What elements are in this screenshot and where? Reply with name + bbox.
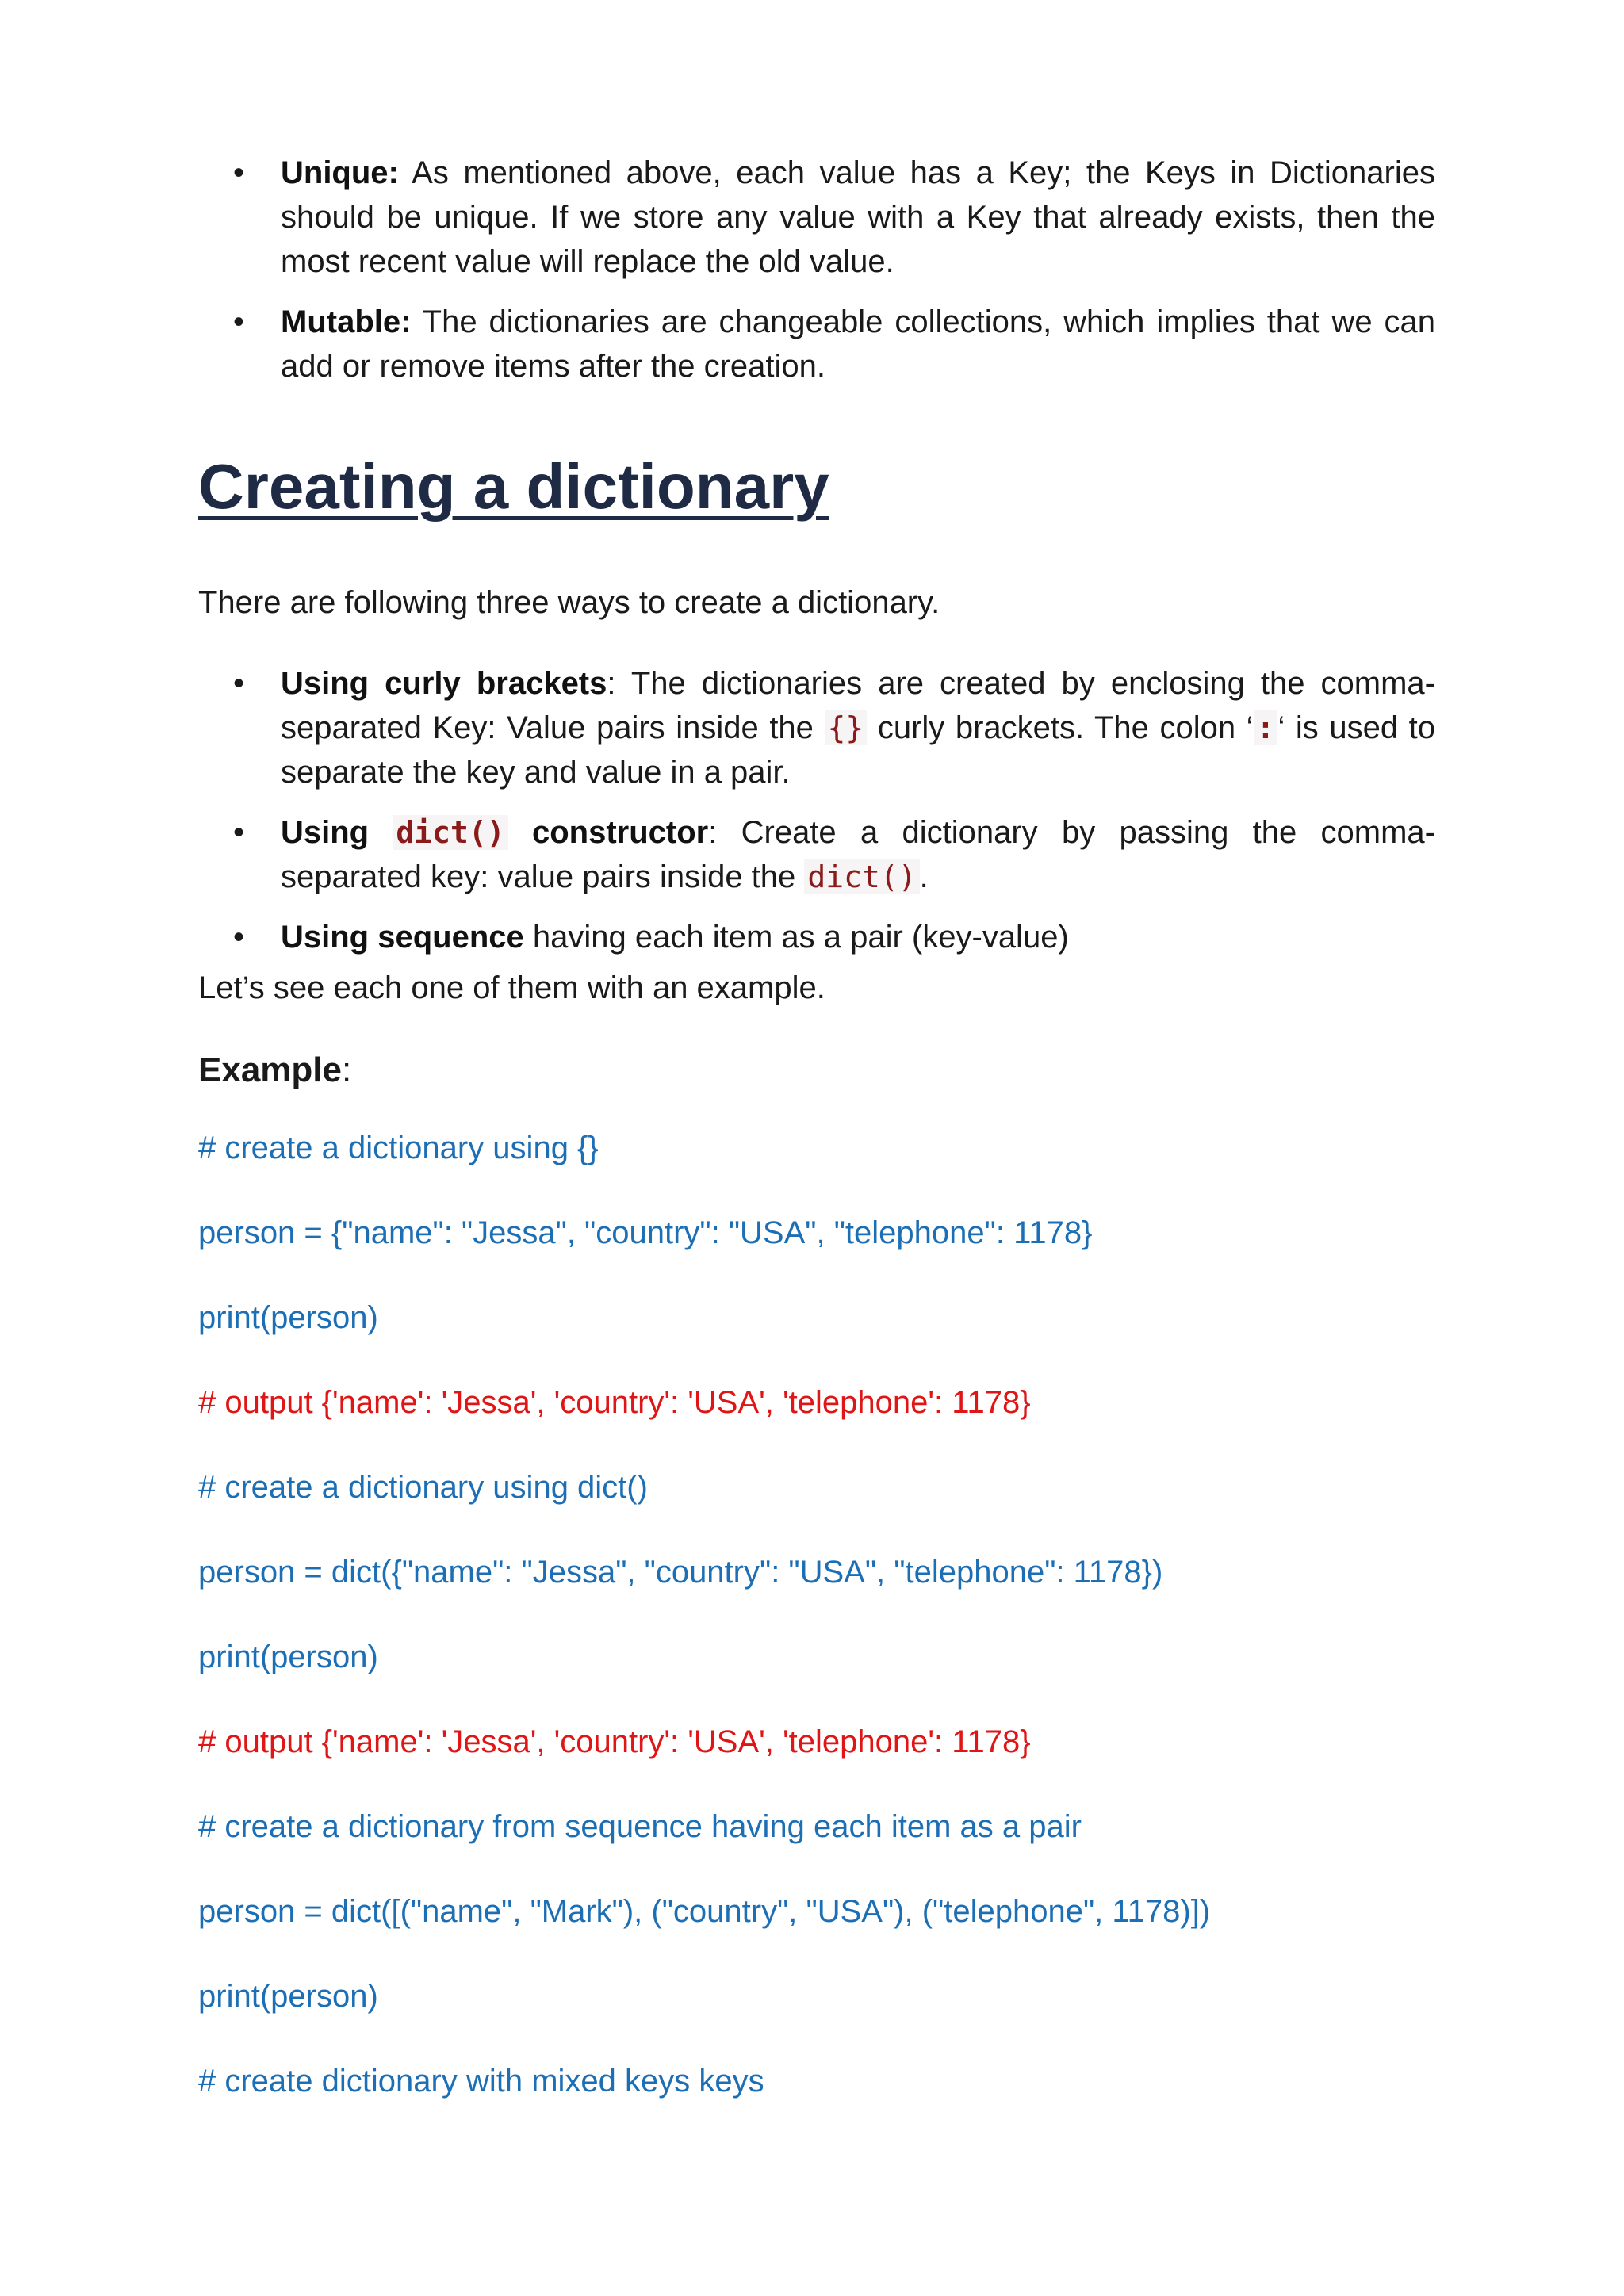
example-label (198, 1047, 1435, 1094)
code-line: print(person) (198, 1300, 378, 1335)
lets-see-paragraph: Let’s see each one of them with an example. (198, 970, 825, 1005)
code-line: # create a dictionary using dict() (198, 1470, 648, 1505)
code-line: print(person) (198, 1979, 378, 2014)
list-item (198, 151, 1435, 284)
code-line: # output {'name': 'Jessa', 'country': 'USA', 'telephone': 1178} (198, 1385, 1031, 1420)
desc-part: . (919, 859, 929, 894)
ways-list (198, 661, 1435, 959)
list-item (198, 915, 1435, 959)
code-line: print(person) (198, 1640, 378, 1674)
code-line: # create dictionary with mixed keys keys (198, 2064, 764, 2099)
property-list (198, 151, 1435, 388)
desc-part: : Create a dictionary by passing the comma-separated key: value pairs inside the (281, 815, 1435, 894)
term-curly: Using curly brackets (281, 666, 607, 701)
code-line: # output {'name': 'Jessa', 'country': 'USA', 'telephone': 1178} (198, 1724, 1031, 1759)
term-part: constructor (508, 815, 709, 850)
desc-part: curly brackets. The colon ‘ (867, 710, 1254, 745)
term-mutable: Mutable: (281, 304, 412, 339)
term-unique: Unique: (281, 155, 399, 190)
inline-code: dict() (393, 815, 508, 850)
code-line: person = dict({"name": "Jessa", "country": "USA", "telephone": 1178}) (198, 1555, 1163, 1590)
intro-paragraph: There are following three ways to create a dictionary. (198, 585, 940, 620)
term-dict (281, 815, 708, 850)
list-item (198, 810, 1435, 899)
code-line: # create a dictionary from sequence having each item as a pair (198, 1809, 1082, 1844)
example-term: Example (198, 1050, 342, 1089)
inline-code: dict() (804, 859, 919, 894)
desc-unique: As mentioned above, each value has a Key; the Keys in Dictionaries should be unique. If we store any value with a Key that already exists, then the most recent value will replace the old value. (281, 155, 1435, 279)
bullet-icon: • (233, 666, 245, 701)
desc-mutable: The dictionaries are changeable collections, which implies that we can add or remove items after the creation. (281, 304, 1435, 384)
bullet-icon: • (233, 815, 245, 850)
section-heading: Creating a dictionary (198, 451, 829, 522)
bullet-icon: • (233, 155, 245, 190)
code-line: person = {"name": "Jessa", "country": "USA", "telephone": 1178} (198, 1215, 1093, 1250)
inline-code: {} (825, 710, 868, 745)
term-sequence: Using sequence (281, 920, 524, 955)
desc-part: : The dictionaries are created by enclosing the comma-separated Key: Value pairs inside the (281, 666, 1436, 745)
code-line: # create a dictionary using {} (198, 1131, 599, 1165)
desc-part: ‘ is used to separate the key and value in a pair. (281, 710, 1436, 790)
desc-part: having each item as a pair (key-value) (523, 920, 1069, 955)
term-part: Using (281, 815, 393, 850)
inline-code: : (1254, 710, 1278, 745)
example-colon: : (341, 1050, 352, 1089)
list-item (198, 300, 1435, 388)
bullet-icon: • (233, 304, 245, 339)
code-block (198, 1126, 1435, 2103)
document-page (198, 151, 1435, 2144)
code-line: person = dict([("name", "Mark"), ("country", "USA"), ("telephone", 1178)]) (198, 1894, 1211, 1929)
bullet-icon: • (233, 920, 245, 955)
list-item (198, 661, 1435, 794)
